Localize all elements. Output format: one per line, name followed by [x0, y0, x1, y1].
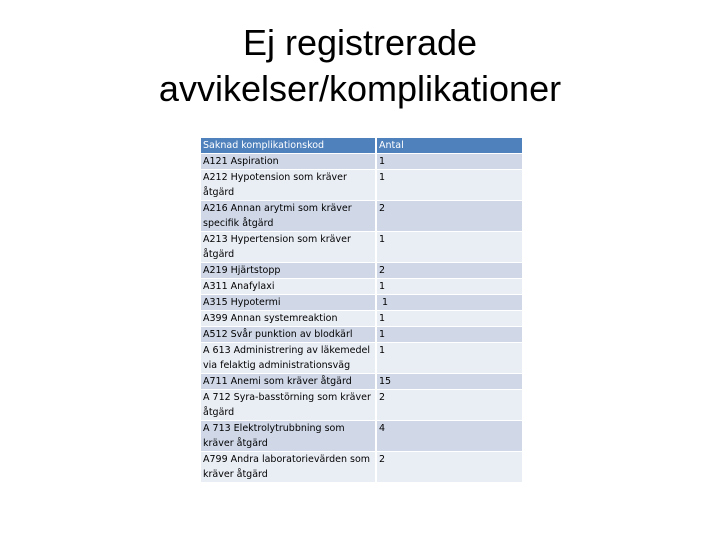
- row-label: A216 Annan arytmi som kräver specifik åtgärd: [201, 201, 376, 232]
- table-row: [201, 154, 522, 170]
- row-label: A711 Anemi som kräver åtgärd: [201, 374, 376, 390]
- row-label: A212 Hypotension som kräver åtgärd: [201, 170, 376, 201]
- row-count: 15: [376, 374, 522, 390]
- row-count: 2: [376, 263, 522, 279]
- table-row: [201, 279, 522, 295]
- complications-table-container: [201, 138, 522, 483]
- row-label: A311 Anafylaxi: [201, 279, 376, 295]
- complications-table: [201, 138, 522, 483]
- row-label: A399 Annan systemreaktion: [201, 311, 376, 327]
- table-row: [201, 170, 522, 201]
- row-label: A 713 Elektrolytrubbning som kräver åtgärd: [201, 421, 376, 452]
- row-count: 1: [376, 327, 522, 343]
- table-row: [201, 263, 522, 279]
- table-row: [201, 343, 522, 374]
- row-label: A315 Hypotermi: [201, 295, 376, 311]
- row-count: 1: [376, 343, 522, 374]
- row-count: 1: [376, 232, 522, 263]
- row-label: A 712 Syra-basstörning som kräver åtgärd: [201, 390, 376, 421]
- row-count: 1: [376, 279, 522, 295]
- row-count: 2: [376, 452, 522, 483]
- row-count: 1: [376, 295, 522, 311]
- table-row: [201, 295, 522, 311]
- row-count: 1: [376, 154, 522, 170]
- table-header-row: [201, 138, 522, 154]
- row-label: A799 Andra laboratorievärden som kräver åtgärd: [201, 452, 376, 483]
- slide-title: [60, 20, 660, 112]
- row-count: 4: [376, 421, 522, 452]
- row-label: A 613 Administrering av läkemedel via felaktig administrationsväg: [201, 343, 376, 374]
- table-row: [201, 327, 522, 343]
- table-row: [201, 201, 522, 232]
- row-label: A213 Hypertension som kräver åtgärd: [201, 232, 376, 263]
- table-row: [201, 311, 522, 327]
- title-line-2: avvikelser/komplikationer: [158, 68, 562, 109]
- header-missing-code: Saknad komplikationskod: [201, 138, 376, 154]
- row-count: 2: [376, 201, 522, 232]
- row-label: A512 Svår punktion av blodkärl: [201, 327, 376, 343]
- row-label: A219 Hjärtstopp: [201, 263, 376, 279]
- row-count: 1: [376, 170, 522, 201]
- header-count: Antal: [376, 138, 522, 154]
- table-row: [201, 374, 522, 390]
- table-row: [201, 232, 522, 263]
- table-row: [201, 452, 522, 483]
- row-label: A121 Aspiration: [201, 154, 376, 170]
- table-row: [201, 390, 522, 421]
- table-row: [201, 421, 522, 452]
- row-count: 1: [376, 311, 522, 327]
- title-line-1: Ej registrerade: [242, 22, 478, 63]
- row-count: 2: [376, 390, 522, 421]
